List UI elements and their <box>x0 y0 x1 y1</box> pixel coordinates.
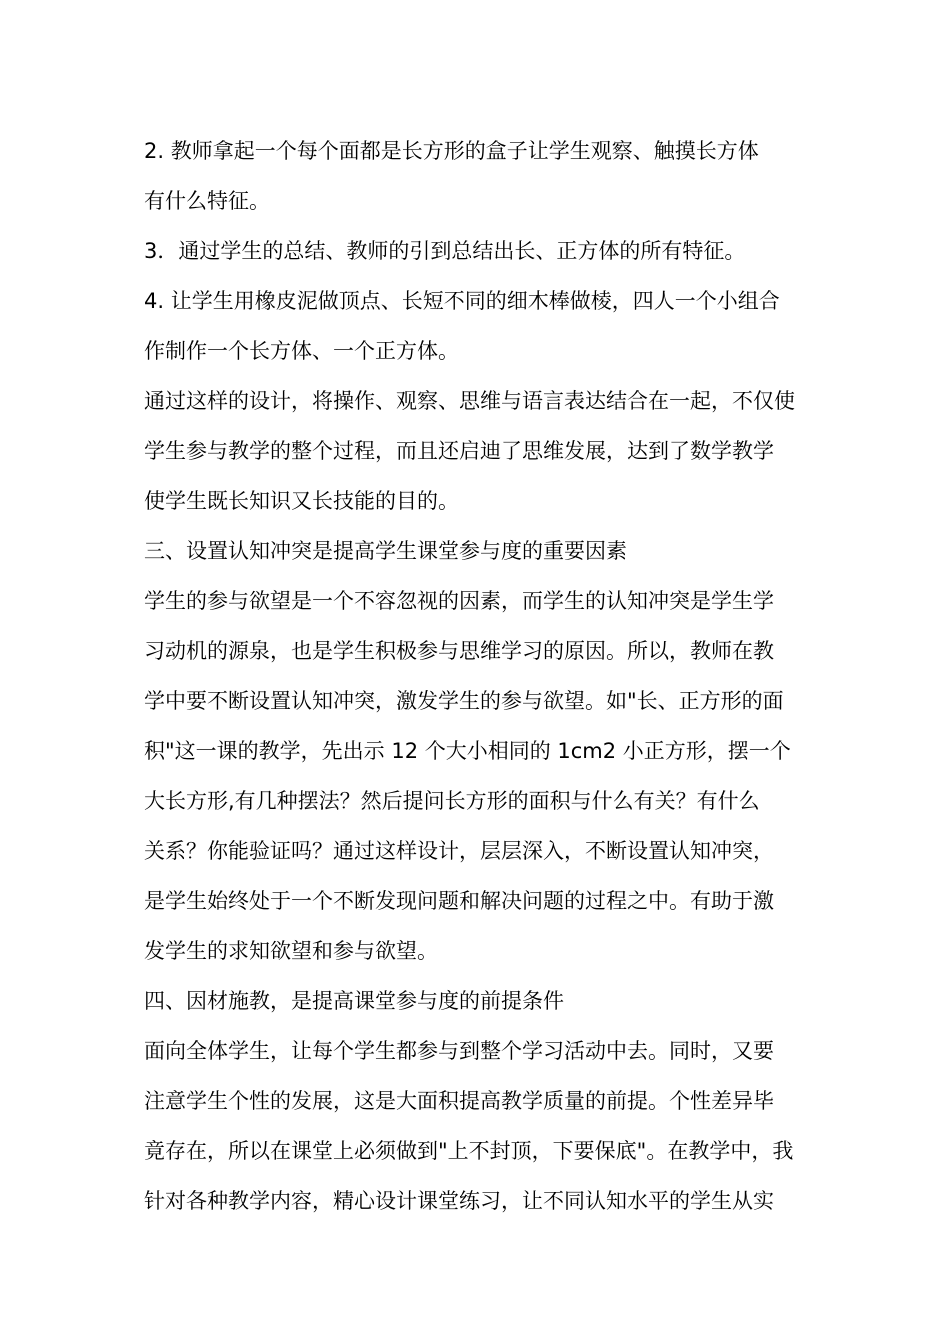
document-body <box>144 126 812 1226</box>
text-line: 竟存在，所以在课堂上必须做到"上不封顶，下要保底"。在教学中，我 <box>144 1139 794 1163</box>
text-line: 使学生既长知识又长技能的目的。 <box>144 489 459 513</box>
text-line: 学中要不断设置认知冲突，激发学生的参与欲望。如"长、正方形的面 <box>144 689 784 713</box>
text-line: 针对各种教学内容，精心设计课堂练习，让不同认知水平的学生从实 <box>144 1189 774 1213</box>
text-line: 通过这样的设计，将操作、观察、思维与语言表达结合在一起，不仅使 <box>144 389 795 413</box>
text-line: 大长方形,有几种摆法？然后提问长方形的面积与什么有关？有什么 <box>144 789 760 813</box>
text-line: 有什么特征。 <box>144 189 270 213</box>
section-heading-3: 三、设置认知冲突是提高学生课堂参与度的重要因素 <box>144 539 627 563</box>
text-line: 学生的参与欲望是一个不容忽视的因素，而学生的认知冲突是学生学 <box>144 589 774 613</box>
text-line: 关系？你能验证吗？通过这样设计，层层深入，不断设置认知冲突， <box>144 839 774 863</box>
text-line: 3．通过学生的总结、教师的引到总结出长、正方体的所有特征。 <box>144 239 746 263</box>
text-line: 习动机的源泉，也是学生积极参与思维学习的原因。所以，教师在教 <box>144 639 774 663</box>
section-heading-4: 四、因材施教，是提高课堂参与度的前提条件 <box>144 989 564 1013</box>
text-line: 作制作一个长方体、一个正方体。 <box>144 339 459 363</box>
text-line: 是学生始终处于一个不断发现问题和解决问题的过程之中。有助于激 <box>144 889 774 913</box>
text-line: 注意学生个性的发展，这是大面积提高教学质量的前提。个性差异毕 <box>144 1089 774 1113</box>
text-line: 积"这一课的教学，先出示 12 个大小相同的 1cm2 小正方形，摆一个 <box>144 739 791 763</box>
text-line: 发学生的求知欲望和参与欲望。 <box>144 939 438 963</box>
text-line: 学生参与教学的整个过程，而且还启迪了思维发展，达到了数学教学 <box>144 439 774 463</box>
text-line: 面向全体学生，让每个学生都参与到整个学习活动中去。同时，又要 <box>144 1039 774 1063</box>
text-line: 2. 教师拿起一个每个面都是长方形的盒子让学生观察、触摸长方体 <box>144 139 759 163</box>
text-line: 4. 让学生用橡皮泥做顶点、长短不同的细木棒做棱，四人一个小组合 <box>144 289 780 313</box>
